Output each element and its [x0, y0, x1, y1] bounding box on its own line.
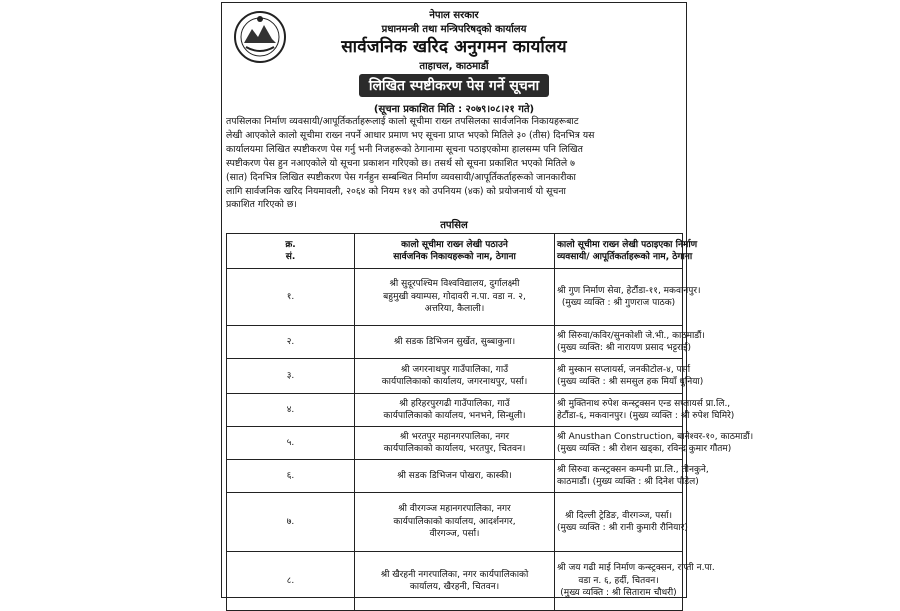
notice-banner — [222, 74, 686, 97]
row-supplier — [555, 552, 715, 611]
notice-body — [226, 115, 683, 212]
row-sn: ७. — [227, 493, 355, 552]
supplier-line: श्री गुण निर्माण सेवा, हेटौंडा-११, मकवानपुर। — [557, 285, 701, 296]
row-entity — [355, 359, 555, 394]
supplier-line: (मुख्य व्यक्ति : श्री गुणराज पाठक) — [561, 298, 676, 308]
row-supplier — [555, 326, 705, 359]
row-sn: ८. — [227, 552, 355, 611]
details-table — [226, 233, 754, 611]
header-supplier — [555, 234, 698, 269]
supplier-line: श्री दिल्ली ट्रेडिङ, वीरगञ्ज, पर्सा। — [564, 510, 673, 521]
supplier-line: (मुख्य व्यक्ति : श्री समसुल हक मियाँ धुनिया) — [557, 377, 704, 387]
header-supplier-line2: व्यवसायी/ आपूर्तिकर्ताहरूको नाम, ठेगाना — [557, 252, 693, 262]
row-supplier — [555, 460, 709, 493]
published-date: (सूचना प्रकाशित मिति : २०७९।०८।२१ गते) — [373, 104, 535, 115]
row-sn: ४. — [227, 394, 355, 427]
ministry-name: प्रधानमन्त्री तथा मन्त्रिपरिषद्को कार्यालय — [381, 24, 527, 35]
entity-line: बहुमुखी क्याम्पस, गोदावरी न.पा. वडा न. २, — [383, 291, 526, 302]
row-sn: ६. — [227, 460, 355, 493]
entity-line: श्री वीरगञ्ज महानगरपालिका, नगर — [398, 504, 511, 515]
row-entity — [355, 460, 555, 493]
table-row — [227, 552, 683, 611]
table-row — [227, 493, 683, 552]
table-title: तपसिल — [440, 220, 468, 231]
table-row — [227, 460, 683, 493]
row-supplier — [555, 394, 735, 427]
entity-line: श्री सडक डिभिजन पोखरा, कास्की। — [397, 470, 512, 481]
table-header-row — [227, 234, 683, 269]
supplier-line: वडा न. ६, हर्दी, चितवन। — [578, 575, 659, 586]
supplier-line: काठमाडौं। (मुख्य व्यक्ति : श्री दिनेश पौडेल) — [557, 477, 699, 487]
notice-title: लिखित स्पष्टीकरण पेस गर्ने सूचना — [359, 74, 549, 97]
entity-line: श्री सुदूरपश्चिम विश्वविद्यालय, दुर्गालक्ष्मी — [389, 279, 520, 290]
supplier-line: श्री सिरुवा/कविर/सुनकोशी जे.भी., काठमाडौं। — [557, 330, 705, 341]
entity-line: श्री सडक डिभिजन सुर्खेत, सुब्बाकुना। — [393, 336, 516, 347]
supplier-line: (मुख्य व्यक्ति : श्री सिताराम चौधरी) — [560, 588, 677, 599]
table-row — [227, 359, 683, 394]
entity-line: श्री भरतपुर महानगरपालिका, नगर — [399, 431, 510, 442]
entity-line: श्री खैरहनी नगरपालिका, नगर कार्यपालिकाको — [380, 569, 529, 580]
table-row — [227, 326, 683, 359]
header-sn — [227, 234, 355, 269]
entity-line: कार्यपालिकाको कार्यालय, आदर्शनगर, — [393, 516, 516, 527]
supplier-line: श्री मुक्तिनाथ रुपेश कन्स्ट्रक्सन एन्ड सप्लायर्स प्रा.लि., — [557, 398, 731, 409]
supplier-line: श्री जय गढी माई निर्माण कन्स्ट्रक्सन, राप्ती न.पा. — [557, 563, 715, 574]
supplier-line: श्री मुस्कान सप्लायर्स, जनकीटोल-४, पर्सा — [557, 364, 691, 375]
entity-line: श्री जगरनाथपुर गाउँपालिका, गाउँ — [400, 364, 509, 375]
entity-line: कार्यपालिकाको कार्यालय, जगरनाथपुर, पर्सा। — [381, 377, 528, 387]
table-row — [227, 394, 683, 427]
entity-line: वीरगञ्ज, पर्सा। — [429, 529, 480, 540]
office-name: सार्वजनिक खरिद अनुगमन कार्यालय — [341, 37, 567, 57]
body-line: (सात) दिनभित्र लिखित स्पष्टीकरण पेस गर्नहुन सम्बन्धित निर्माण व्यवसायी/आपूर्तिकर्ताहरूको जानकारीका — [226, 171, 576, 183]
office-address: ताहाचल, काठमाडौं — [419, 61, 489, 72]
supplier-line: (मुख्य व्यक्ति : श्री रानी कुमारी रौनियार) — [557, 523, 688, 533]
supplier-line: (मुख्य व्यक्ति: श्री नारायण प्रसाद भट्टराई) — [557, 343, 692, 353]
government-name: नेपाल सरकार — [429, 10, 479, 21]
header-entity-line1: कालो सूचीमा राख्न लेखी पठाउने — [401, 239, 508, 250]
body-line: प्रकाशित गरिएको छ। — [226, 199, 297, 211]
row-supplier — [555, 269, 701, 326]
row-entity — [355, 427, 555, 460]
row-sn: २. — [227, 326, 355, 359]
row-entity — [355, 552, 555, 611]
body-line: कार्यालयमा लिखित स्पष्टीकरण पेस गर्नु भनी निजहरूको ठेगानामा सूचना पठाइएकोमा हालसम्म पनि लिखित — [226, 143, 583, 155]
table-row — [227, 427, 683, 460]
entity-line: कार्यपालिकाको कार्यालय, भरतपुर, चितवन। — [383, 444, 526, 454]
row-sn: ५. — [227, 427, 355, 460]
row-supplier — [555, 359, 704, 394]
row-sn: १. — [227, 269, 355, 326]
body-line: लागि सार्वजनिक खरिद नियमावली, २०६४ को नियम १४१ को उपनियम (४क) को प्रयोजनार्थ यो सूचना — [226, 185, 566, 197]
header-sn-line1: क्र. — [285, 239, 296, 250]
header-supplier-line1: कालो सूचीमा राख्न लेखी पठाइएका निर्माण — [557, 239, 698, 250]
entity-line: श्री हरिहरपुरगढी गाउँपालिका, गाउँ — [399, 398, 510, 409]
entity-line: कार्यालय, खैरहनी, चितवन। — [409, 582, 500, 592]
row-entity — [355, 269, 555, 326]
body-line: तपसिलका निर्माण व्यवसायी/आपूर्तिकर्ताहरूलाई कालो सूचीमा राख्न तपसिलका सार्वजनिक निकायहरूबाट — [226, 116, 579, 127]
notice-page — [221, 2, 754, 599]
supplier-line: हेटौंडा-६, मकवानपुर। (मुख्य व्यक्ति : श्री रुपेश घिमिरे) — [557, 411, 735, 421]
header-entity — [355, 234, 555, 269]
header-sn-line2: सं. — [285, 252, 296, 262]
row-sn: ३. — [227, 359, 355, 394]
row-supplier — [555, 493, 688, 552]
header-entity-line2: सार्वजनिक निकायहरूको नाम, ठेगाना — [393, 252, 516, 262]
entity-line: अत्तरिया, कैलाली। — [424, 304, 485, 315]
row-entity — [355, 394, 555, 427]
row-entity — [355, 493, 555, 552]
row-entity — [355, 326, 555, 359]
table-row — [227, 269, 683, 326]
entity-line: कार्यपालिकाको कार्यालय, भनभने, सिन्धुली। — [383, 411, 526, 421]
supplier-line: (मुख्य व्यक्ति : श्री रोशन खड्का, रविन्द्र कुमार गौतम) — [557, 444, 732, 454]
body-line: लेखी आएकोले कालो सूचीमा राख्न नपर्ने आधार प्रमाण भए सूचना प्राप्त भएको मितिले ३० (तीस) दिनभित्र यस — [226, 129, 595, 141]
row-supplier — [555, 427, 754, 460]
supplier-line: श्री सिरुवा कन्स्ट्रक्सन कम्पनी प्रा.लि., तीनकुने, — [557, 464, 709, 475]
table-body — [227, 269, 754, 611]
body-line: स्पष्टीकरण पेस हुन नआएकोले यो सूचना प्रकाशन गरिएको छ। तसर्थ सो सूचना प्रकाशित भएको मितिले ७ — [226, 157, 575, 169]
supplier-line: श्री Anusthan Construction, बानेश्वर-१०, काठमाडौं। — [557, 431, 754, 442]
